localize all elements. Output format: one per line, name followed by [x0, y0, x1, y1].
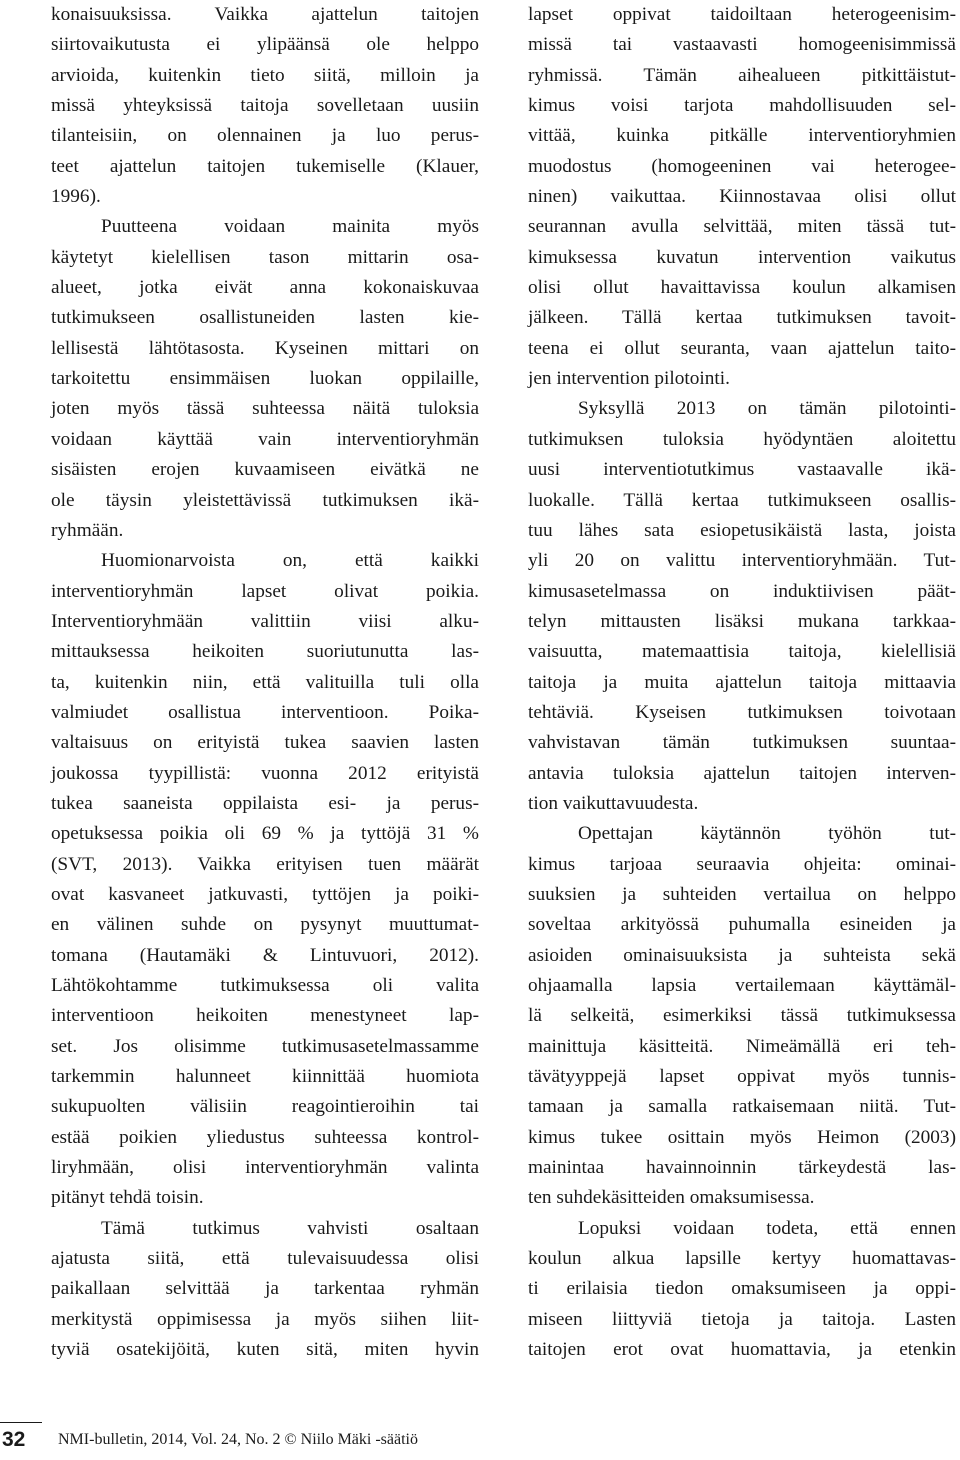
text-line: interventioon heikoiten menestyneet lap- — [51, 1005, 479, 1027]
text-line: soveltaa arkityössä puhumalla esineiden ja — [528, 914, 956, 936]
text-line: joten myös tässä suhteessa näitä tuloksia — [51, 398, 479, 420]
text-line: tion vaikuttavuudesta. — [528, 792, 699, 814]
text-line: Huomionarvoista on, että kaikki — [101, 550, 479, 572]
text-line: joukossa tyypillistä: vuonna 2012 erityistä — [51, 762, 479, 784]
text-line: (SVT, 2013). Vaikka erityisen tuen määrät — [51, 853, 479, 875]
text-line: kimus tukee osittain myös Heimon (2003) — [528, 1126, 956, 1148]
text-line: 1996). — [51, 186, 101, 208]
text-line: tilanteisiin, on olennainen ja luo perus- — [51, 125, 479, 147]
text-line: vahvistavan tämän tutkimuksen suuntaa- — [528, 732, 956, 754]
text-line: tyviä osatekijöitä, kuten sitä, miten hyvin — [51, 1339, 479, 1361]
text-line: taitoja ja muita ajattelun taitoja mittaavia — [528, 671, 956, 693]
text-line: mainittuja käsitteitä. Nimeämällä eri teh- — [528, 1035, 956, 1057]
text-line: Tämä tutkimus vahvisti osaltaan — [101, 1217, 479, 1239]
text-line: tamaan ja samalla ratkaisemaan niitä. Tut- — [528, 1096, 956, 1118]
footer-citation: NMI-bulletin, 2014, Vol. 24, No. 2 © Niilo Mäki -säätiö — [58, 1431, 418, 1448]
text-line: opetuksessa poikia oli 69 % ja tyttöjä 31 % — [51, 823, 479, 845]
text-line: lä selkeitä, esimerkiksi tässä tutkimuksessa — [528, 1005, 956, 1027]
text-line: tutkimuksen tuloksia hyödyntäen aloitettu — [528, 428, 956, 450]
text-line: ole täysin yleistettävissä tutkimuksen ikä- — [51, 489, 479, 511]
text-line: seurannan avulla selvittää, miten tässä tut- — [528, 216, 956, 238]
text-line: mittauksessa heikoiten suoriutunutta las- — [51, 641, 479, 663]
text-line: arvioida, kuitenkin tieto siitä, milloin ja — [51, 64, 479, 86]
text-line: valmiudet osallistua interventioon. Poika- — [51, 701, 479, 723]
text-line: käytetyt kielellisen tason mittarin osa- — [51, 246, 479, 268]
text-line: luokalle. Tällä kertaa tutkimukseen osallis- — [528, 489, 956, 511]
text-line: sukupuolten välisiin reagointieroihin tai — [51, 1096, 479, 1118]
text-line: telyn mittausten lisäksi mukana tarkkaa- — [528, 610, 956, 632]
text-line: tarkemmin halunneet kiinnittää huomiota — [51, 1066, 479, 1088]
text-line: missä tai vastaavasti homogeenisimmissä — [528, 34, 956, 56]
text-line: tukea saaneista oppilaista esi- ja perus- — [51, 792, 479, 814]
text-line: asioiden ominaisuuksista ja suhteista sekä — [528, 944, 956, 966]
text-line: ta, kuitenkin niin, että valituilla tuli olla — [51, 671, 479, 693]
text-line: Opettajan käytännön työhön tut- — [578, 823, 956, 845]
text-line: paikallaan selvittää ja tarkentaa ryhmän — [51, 1278, 479, 1300]
text-line: voidaan käyttää vain interventioryhmän — [51, 428, 479, 450]
text-line: tävätyyppejä lapset oppivat myös tunnis- — [528, 1066, 956, 1088]
text-line: alueet, jotka eivät anna kokonaiskuvaa — [51, 277, 479, 299]
text-line: ten suhdekäsitteiden omaksumisessa. — [528, 1187, 815, 1209]
text-line: teena ei ollut seuranta, vaan ajattelun taito- — [528, 337, 956, 359]
page-number: 32 — [2, 1428, 26, 1451]
text-line: Puutteena voidaan mainita myös — [101, 216, 479, 238]
text-line: lellisestä lähtötasosta. Kyseinen mittari on — [51, 337, 479, 359]
text-line: estää poikien yliedustus suhteessa kontrol- — [51, 1126, 479, 1148]
text-line: ajatusta siitä, että tulevaisuudessa olisi — [51, 1248, 479, 1270]
text-line: interventioryhmän lapset olivat poikia. — [51, 580, 479, 602]
text-line: kimuksessa kuvatun intervention vaikutus — [528, 246, 956, 268]
text-line: Lopuksi voidaan todeta, että ennen — [578, 1217, 956, 1239]
text-line: tarkoitettu ensimmäisen luokan oppilaille, — [51, 368, 479, 390]
text-line: teet ajattelun taitojen tukemiselle (Klauer, — [51, 155, 479, 177]
text-line: ninen) vaikuttaa. Kiinnostavaa olisi ollut — [528, 186, 956, 208]
text-line: merkitystä oppimisessa ja myös siihen liit- — [51, 1308, 479, 1330]
left-column — [51, 0, 479, 1365]
text-line: koulun alkua lapsille kertyy huomattavas- — [528, 1248, 956, 1270]
text-line: jälkeen. Tällä kertaa tutkimuksen tavoit- — [528, 307, 956, 329]
text-line: konaisuuksissa. Vaikka ajattelun taitojen — [51, 4, 479, 25]
text-line: kimusasetelmassa on induktiivisen päät- — [528, 580, 956, 602]
text-line: vittää, kuinka pitkälle interventioryhmien — [528, 125, 956, 147]
text-line: vaisuutta, matemaattisia taitoja, kielellisiä — [528, 641, 956, 663]
text-line: taitojen erot ovat huomattavia, ja etenkin — [528, 1339, 956, 1361]
right-column — [528, 0, 956, 1365]
text-line: valtaisuus on erityistä tukea saavien lasten — [51, 732, 479, 754]
text-line: en välinen suhde on pysynyt muuttumat- — [51, 914, 479, 936]
text-line: set. Jos olisimme tutkimusasetelmassamme — [51, 1035, 479, 1057]
text-line: suuksien ja suhteiden vertailua on helppo — [528, 883, 956, 905]
text-line: olisi ollut havaittavissa koulun alkamisen — [528, 277, 956, 299]
text-line: muodostus (homogeeninen vai heterogee- — [528, 155, 956, 177]
text-line: liryhmään, olisi interventioryhmän valinta — [51, 1157, 479, 1179]
text-line: jen intervention pilotointi. — [528, 368, 730, 390]
text-line: tuu lähes sata esiopetusikäistä lasta, joista — [528, 519, 956, 541]
text-line: antavia tuloksia ajattelun taitojen interven- — [528, 762, 956, 784]
text-line: tomana (Hautamäki & Lintuvuori, 2012). — [51, 944, 479, 966]
text-line: Lähtökohtamme tutkimuksessa oli valita — [51, 975, 479, 996]
text-line: mainintaa havainnoinnin tärkeydestä las- — [528, 1157, 956, 1179]
text-line: kimus voisi tarjota mahdollisuuden sel- — [528, 95, 956, 117]
text-line: sisäisten erojen kuvaamiseen eivätkä ne — [51, 459, 479, 481]
footer-rule — [0, 1422, 42, 1423]
text-line: miseen liittyviä tietoja ja taitoja. Lasten — [528, 1308, 956, 1330]
text-line: tutkimukseen osallistuneiden lasten kie- — [51, 307, 479, 329]
text-line: Syksyllä 2013 on tämän pilotointi- — [578, 398, 956, 420]
text-line: tehtäviä. Kyseisen tutkimuksen toivotaan — [528, 701, 956, 723]
text-line: kimus tarjoaa seuraavia ohjeita: ominai- — [528, 853, 956, 875]
text-line: ryhmissä. Tämän aihealueen pitkittäistut- — [528, 64, 956, 86]
text-line: yli 20 on valittu interventioryhmään. Tut- — [528, 550, 956, 572]
text-line: missä yhteyksissä taitoja sovelletaan uusiin — [51, 95, 479, 117]
page-footer — [0, 1424, 960, 1460]
text-line: ryhmään. — [51, 519, 124, 541]
text-line: ohjaamalla lapsia vertailemaan käyttämäl- — [528, 975, 956, 996]
text-line: ovat kasvaneet jatkuvasti, tyttöjen ja poiki- — [51, 883, 479, 905]
text-line: ti erilaisia tiedon omaksumiseen ja oppi- — [528, 1278, 956, 1300]
text-line: siirtovaikutusta ei ylipäänsä ole helppo — [51, 34, 479, 56]
text-line: pitänyt tehdä toisin. — [51, 1187, 204, 1209]
text-line: uusi interventiotutkimus vastaavalle ikä- — [528, 459, 956, 481]
text-line: lapset oppivat taidoiltaan heterogeenisim- — [528, 4, 956, 25]
text-line: Interventioryhmään valittiin viisi alku- — [51, 610, 479, 632]
